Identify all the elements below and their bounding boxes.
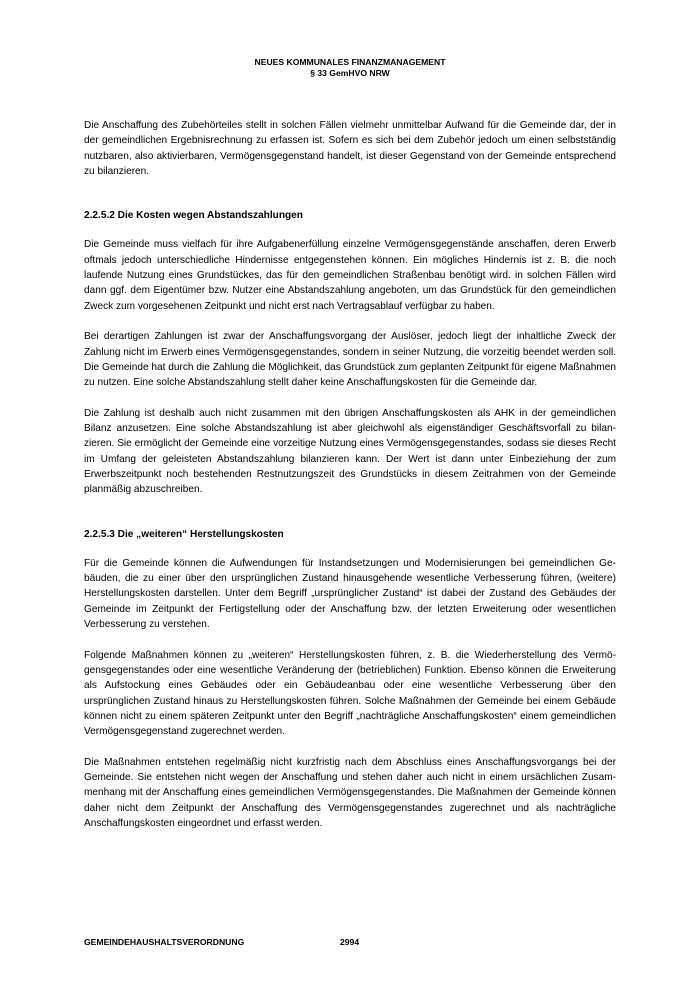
paragraph: Für die Gemeinde können die Aufwendungen für Instandsetzungen und Modernisierungen bei gemeindlichen Gebäuden, die zu einer über den ursprünglichen Zustand hinausgehende wesentliche Verbesserung führen, (weitere) Herstellungskosten darstellen. Unter dem Begriff „ursprünglicher Zustand“ ist dabei der Zustand des Gebäudes der Gemeinde im Zeitpunkt der Fertigstellung oder der Anschaffung bzw. der letzten Erweiterung oder wesentlichen Verbesserung zu verstehen. [84,557,616,631]
header-title: NEUES KOMMUNALES FINANZMANAGEMENT [254,57,446,67]
page-header [0,57,700,78]
document-body [84,118,616,846]
intro-paragraph: Die Anschaffung des Zubehörteiles stellt in solchen Fällen vielmehr unmittelbar Aufwand für die Gemeinde dar, der in der gemeindlichen Ergebnisrechnung zu erfassen ist. Sofern es sich bei dem Zubehör jedoch um einen selbstständig nutzbaren, also aktivierbaren, Vermögensgegenstand handelt, ist dieser Gegenstand von der Gemeinde entsprechend zu bilanzieren. [84,120,616,177]
footer-title: GEMEINDEHAUSHALTSVERORDNUNG [84,937,245,947]
paragraph: Die Zahlung ist deshalb auch nicht zusammen mit den übrigen Anschaffungskosten als AHK in der gemeindlichen Bilanz anzusetzen. Eine solche Abstandszahlung ist aber gleichwohl als eigenständiger Geschäftsvorfall zu bilanzieren. Sie ermöglicht der Gemeinde eine vorzeitige Nutzung eines Vermögensgegenstandes, sodass sie dieses Recht im Umfang der geleisteten Abstandszahlung bilanzieren kann. Der Wert ist dann unter Einbeziehung der zum Erwerbszeitpunkt noch bestehenden Restnutzungszeit des Grundstücks in diesem Zeitrahmen von der Gemeinde planmäßig abzuschreiben. [84,407,616,496]
paragraph: Die Maßnahmen entstehen regelmäßig nicht kurzfristig nach dem Abschluss eines Anschaffungsvorgangs bei der Gemeinde. Sie entstehen nicht wegen der Anschaffung und stehen daher auch nicht in einem ursächlichen Zusammenhang mit der Anschaffung eines gemeindlichen Vermögensgegenstandes. Die Maßnahmen der Gemeinde können daher nicht dem Zeitpunkt der Anschaffung des Vermögensgegenstandes zugerechnet und als nachträgliche Anschaffungskosten eingeordnet und erfasst werden. [84,756,616,829]
paragraph: Die Gemeinde muss vielfach für ihre Aufgabenerfüllung einzelne Vermögensgegenstände anschaffen, deren Erwerb oftmals jedoch unterschiedliche Hindernisse entgegenstehen können. Ein mögliches Hindernis ist z. B. die noch laufende Nutzung eines Grundstückes, das für den gemeindlichen Straßenbau benötigt wird. in solchen Fällen wird dann ggf. dem Eigentümer bzw. Nutzer eine Abstandszahlung angeboten, um das Grundstück für den gemeindlichen Zweck zum vorgesehenen Zeitpunkt und nicht erst nach Vertragsablauf verfügbar zu haben. [84,239,616,312]
paragraph: Bei derartigen Zahlungen ist zwar der Anschaffungsvorgang der Auslöser, jedoch liegt der inhaltliche Zweck der Zahlung nicht im Erwerb eines Vermögensgegenstandes, sondern in seiner Nutzung, die vorzeitig beendet werden soll. Die Gemeinde hat durch die Zahlung die Möglichkeit, das Grundstück zum geplanten Zeitpunkt für eigene Maßnahmen zu nutzen. Eine solche Abstandszahlung stellt daher keine Anschaffungskosten für die Gemeinde dar. [84,331,616,389]
page-number: 2994 [340,937,360,947]
section-heading-herstellungskosten: 2.2.5.3 Die „weiteren“ Herstellungskosten [84,528,284,540]
paragraph: Folgende Maßnahmen können zu „weiteren“ Herstellungskosten führen, z. B. die Wiederherstellung des Vermögensgegenstandes oder eine wesentliche Veränderung der (betrieblichen) Funktion. Ebenso können die Erweiterung als Aufstockung eines Gebäudes oder ein Gebäudeanbau oder eine wesentliche Verbesserung über den ursprünglichen Zustand hinaus zu Herstellungskosten führen. Solche Maßnahmen der Gemeinde bei einem Gebäude können nicht zu einem späteren Zeitpunkt unter den Begriff „nachträgliche Anschaffungskosten“ einem gemeindlichen Vermögensgegenstand zugerechnet werden. [84,649,616,738]
section-heading-abstandszahlungen: 2.2.5.2 Die Kosten wegen Abstandszahlungen [84,210,303,222]
header-section-reference: § 33 GemHVO NRW [310,67,390,78]
